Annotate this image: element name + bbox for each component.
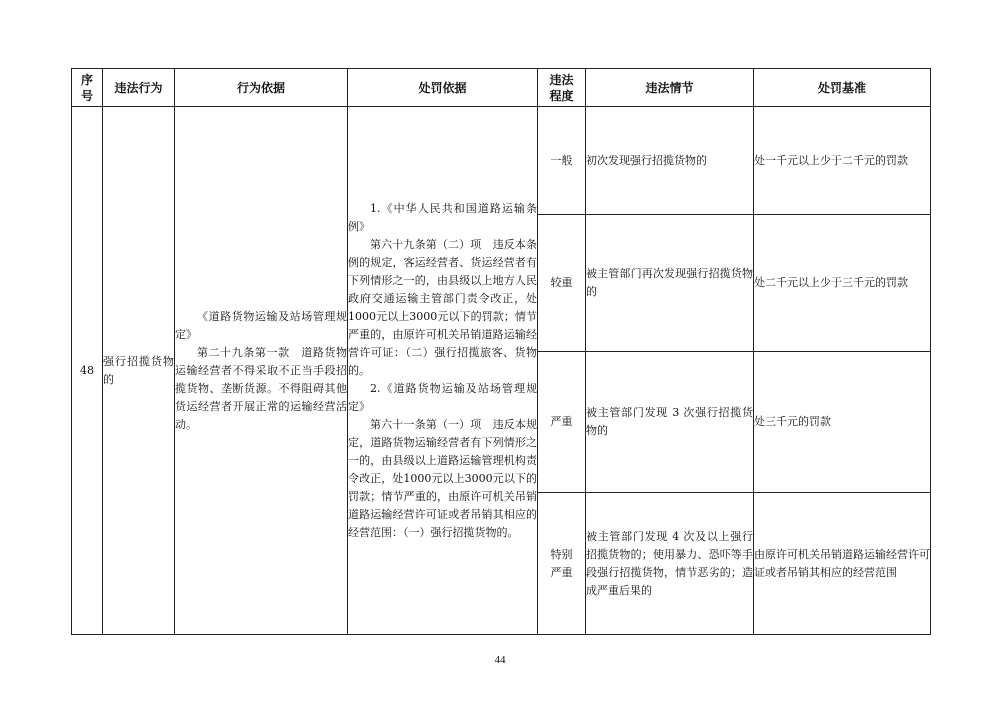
level-1-standard: 处一千元以上少于二千元的罚款 bbox=[754, 107, 931, 215]
table-row bbox=[72, 107, 931, 215]
level-1-circumstance: 初次发现强行招揽货物的 bbox=[586, 107, 754, 215]
header-row bbox=[72, 69, 931, 107]
page-number: 44 bbox=[494, 654, 506, 666]
level-4-circumstance: 被主管部门发现 4 次及以上强行招揽货物的；使用暴力、恐吓等手段强行招揽货物，情节恶劣的；造成严重后果的 bbox=[586, 493, 754, 635]
level-4-degree-text: 特别严重 bbox=[550, 547, 573, 579]
level-2-circumstance: 被主管部门再次发现强行招揽货物的 bbox=[586, 215, 754, 352]
row-basis bbox=[175, 107, 348, 635]
header-circumstance: 违法情节 bbox=[586, 69, 754, 107]
level-3-standard: 处三千元的罚款 bbox=[754, 352, 931, 493]
level-4-standard: 由原许可机关吊销道路运输经营许可证或者吊销其相应的经营范围 bbox=[754, 493, 931, 635]
level-2-standard: 处二千元以上少于三千元的罚款 bbox=[754, 215, 931, 352]
basis-title: 《道路货物运输及站场管理规定》 bbox=[175, 309, 347, 341]
penalty-1-title: 1.《中华人民共和国道路运输条例》 bbox=[348, 201, 537, 233]
header-basis: 行为依据 bbox=[175, 69, 348, 107]
header-degree: 违法程度 bbox=[538, 69, 586, 107]
row-seq: 48 bbox=[72, 107, 103, 635]
level-3-degree: 严重 bbox=[538, 352, 586, 493]
row-behavior: 强行招揽货物的 bbox=[103, 107, 175, 635]
header-seq: 序号 bbox=[72, 69, 103, 107]
header-standard: 处罚基准 bbox=[754, 69, 931, 107]
header-behavior: 违法行为 bbox=[103, 69, 175, 107]
level-3-circumstance: 被主管部门发现 3 次强行招揽货物的 bbox=[586, 352, 754, 493]
penalty-2-title: 2.《道路货物运输及站场管理规定》 bbox=[348, 381, 537, 413]
level-4-degree bbox=[538, 493, 586, 635]
level-2-degree: 较重 bbox=[538, 215, 586, 352]
penalty-table bbox=[71, 68, 931, 635]
header-penalty-basis: 处罚依据 bbox=[348, 69, 538, 107]
penalty-1-text: 第六十九条第（二）项 违反本条例的规定，客运经营者、货运经营者有下列情形之一的，由县级以上地方人民政府交通运输主管部门责令改正，处1000元以上3000元以下的罚款；情节严重的，由原许可机关吊销道路运输经营许可证：（二）强行招揽旅客、货物的。 bbox=[348, 237, 537, 377]
row-penalty-basis bbox=[348, 107, 538, 635]
level-1-degree: 一般 bbox=[538, 107, 586, 215]
penalty-2-text: 第六十一条第（一）项 违反本规定，道路货物运输经营者有下列情形之一的，由县级以上道路运输管理机构责令改正，处1000元以上3000元以下的罚款；情节严重的，由原许可机关吊销道路运输经营许可证或者吊销其相应的经营范围：（一）强行招揽货物的。 bbox=[348, 417, 537, 539]
basis-text: 第二十九条第一款 道路货物运输经营者不得采取不正当手段招揽货物、垄断货源。不得阻碍其他货运经营者开展正常的运输经营活动。 bbox=[175, 345, 347, 431]
